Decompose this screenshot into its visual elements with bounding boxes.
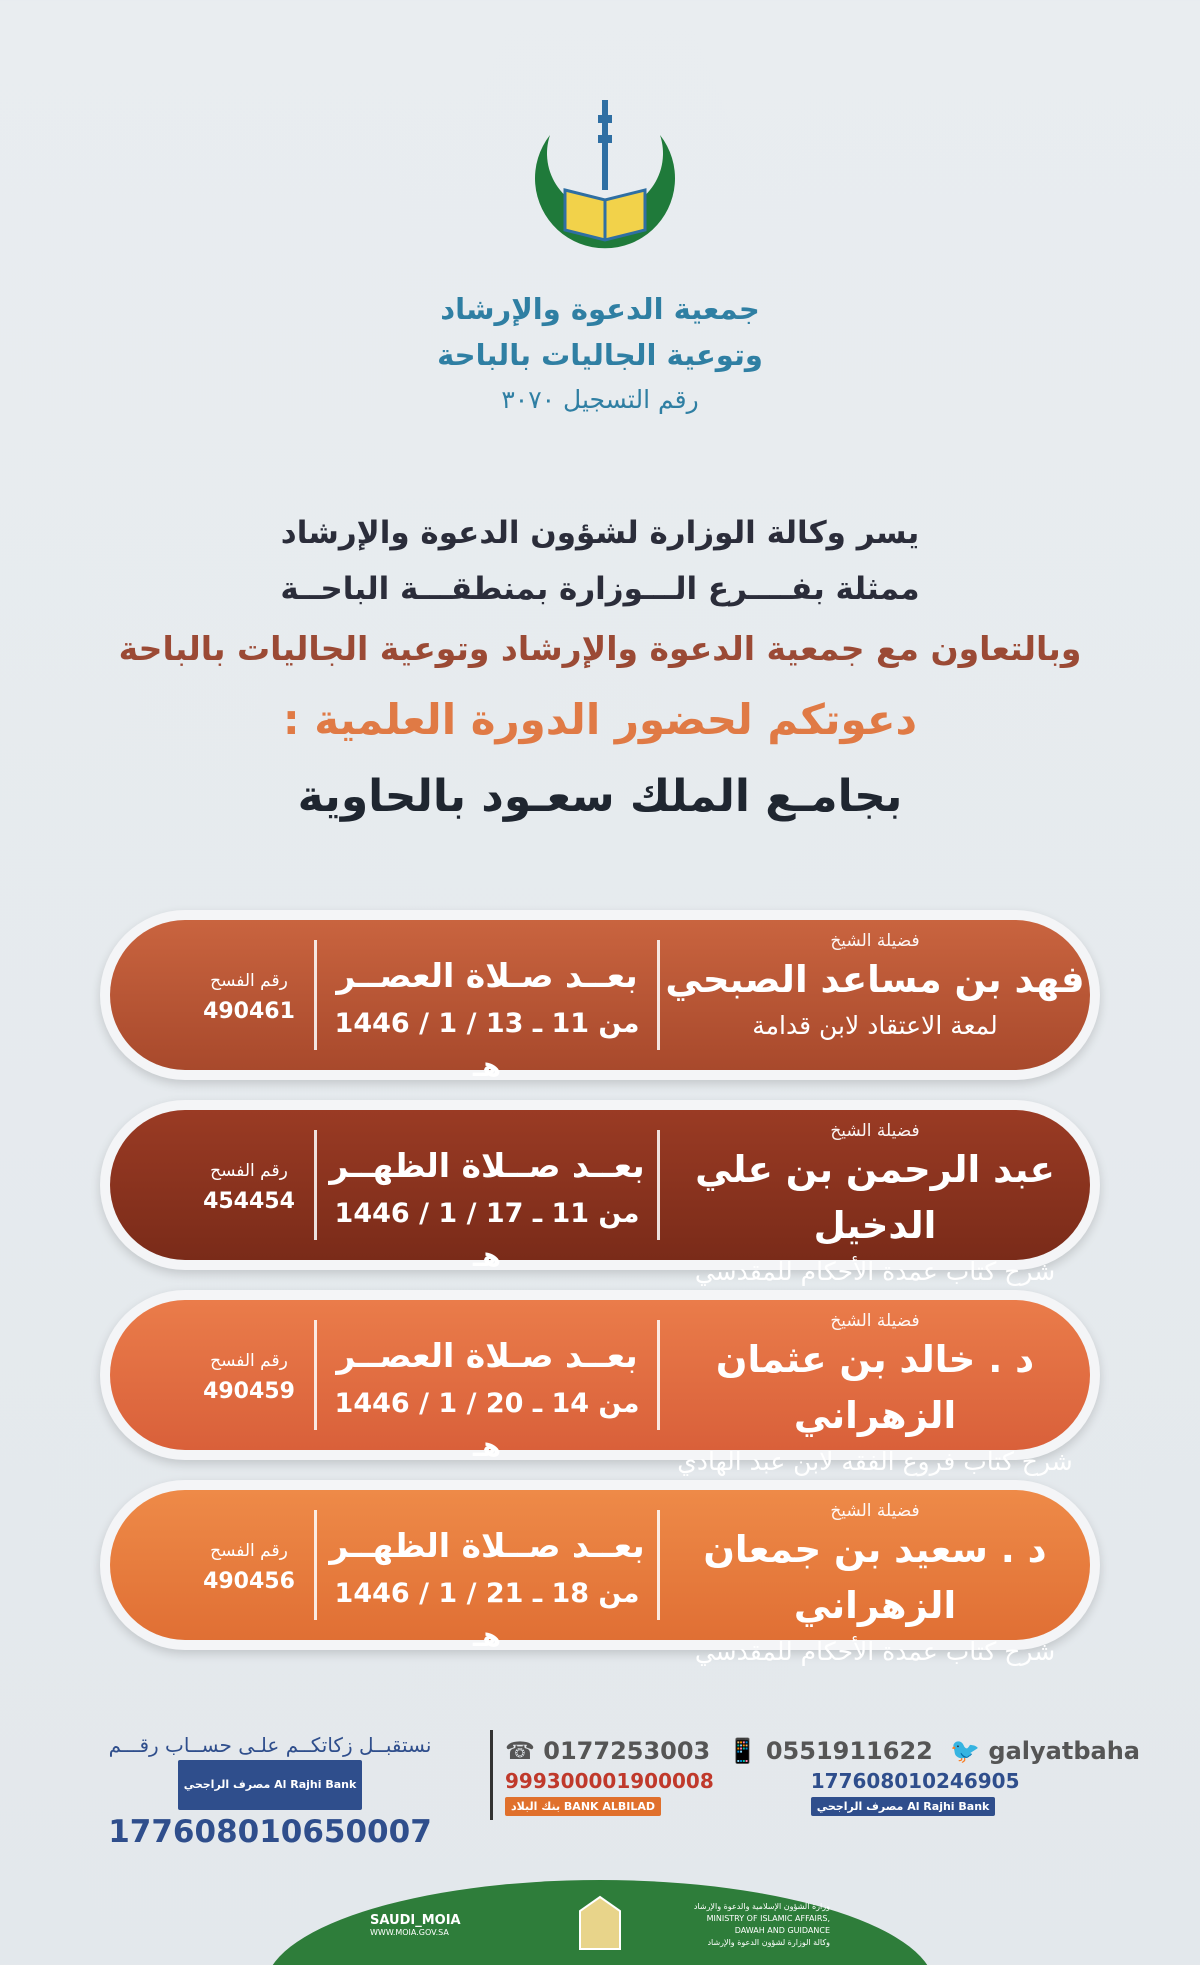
sheikh-name: فهد بن مساعد الصبحي [665,958,1085,1001]
card-divider [657,940,660,1050]
ministry-name-en: MINISTRY OF ISLAMIC AFFAIRS, DAWAH AND GUIDANCE [706,1914,830,1935]
association-header [0,286,1200,422]
permit-label: رقم الفسح [210,971,288,991]
albilad-account [505,1769,811,1817]
twitter-handle: galyatbaha [988,1737,1140,1765]
prayer-time: بعــد صــلاة الظهــر [329,1526,645,1565]
card-divider [314,1320,317,1430]
course-book: لمعة الاعتقاد لابن قدامة [752,1011,998,1040]
rajhi-account [811,1769,1140,1817]
prayer-time: بعــد صــلاة الظهــر [329,1146,645,1185]
card-divider [657,1510,660,1620]
course-card [100,1100,1100,1286]
phone-icon: ☎ [505,1737,535,1765]
rajhi-account-number: 177608010246905 [810,1769,1020,1793]
albilad-bank-logo-icon: بنك البلاد BANK ALBILAD [505,1797,661,1816]
association-name-line2: وتوعية الجاليات بالباحة [437,338,763,372]
intro-line-5: بجامـع الملك سعـود بالحاوية [297,771,903,822]
permit-number: 490456 [203,1569,295,1594]
card-divider [657,1130,660,1240]
sheikh-title: فضيلة الشيخ [830,1311,920,1331]
permit-info [184,1300,314,1450]
course-book: شرح كتاب عمدة الأحكام للمقدسي [694,1257,1056,1286]
prayer-time: بعــد صـلاة العصــر [336,956,638,995]
permit-number: 454454 [203,1189,295,1214]
ministry-emblem-icon [575,1895,625,1955]
sheikh-title: فضيلة الشيخ [830,1501,920,1521]
landline-contact [505,1737,710,1765]
permit-info [184,1490,314,1640]
ministry-bar-content [370,1895,830,1955]
zakat-account-number [60,1760,480,1854]
course-card [100,910,1100,1083]
sheikh-name: عبد الرحمن بن علي الدخيل [695,1148,1055,1247]
ministry-name-ar: وزارة الشؤون الإسلامية والدعوة والإرشاد [693,1902,830,1911]
course-time [317,920,657,1083]
sheikh-info [660,1110,1090,1286]
zakat-text: نستقبــل زكاتكــم علـى حســاب رقـــم [108,1733,432,1757]
sheikh-title: فضيلة الشيخ [830,931,920,951]
sheikh-info [660,920,1090,1070]
sheikh-name: د . سعيد بن جمعان الزهراني [703,1528,1047,1627]
registration-number: رقم التسجيل ٣٠٧٠ [501,385,699,414]
mobile-number: 0551911622 [765,1737,933,1765]
mobile-contact [728,1737,933,1765]
permit-label: رقم الفسح [210,1351,288,1371]
landline-number: 0177253003 [543,1737,711,1765]
zakat-account-block [60,1730,480,1854]
course-card [100,1290,1100,1476]
rajhi-bank-logo-icon: مصرف الراجحي Al Rajhi Bank [811,1797,996,1816]
intro-line-1: يسر وكالة الوزارة لشؤون الدعوة والإرشاد [280,515,920,551]
twitter-contact[interactable] [950,1737,1140,1765]
card-divider [314,1510,317,1620]
course-time [317,1300,657,1463]
sheikh-info [660,1300,1090,1476]
course-book: شرح كتاب عمدة الأحكام للمقدسي [694,1637,1056,1666]
card-divider [314,1130,317,1240]
sheikh-name: د . خالد بن عثمان الزهراني [715,1338,1035,1437]
prayer-time: بعــد صـلاة العصــر [336,1336,638,1375]
permit-info [184,920,314,1070]
intro-line-2: ممثلة بفــــرع الـــوزارة بمنطقـــة الباحــة [280,571,920,607]
course-list [100,910,1100,1670]
course-dates: من 11 ـ 13 / 1 / 1446 هـ [334,1008,640,1083]
sheikh-title: فضيلة الشيخ [830,1121,920,1141]
ministry-social-handle: SAUDI_MOIA [370,1913,461,1928]
intro-line-3: وبالتعاون مع جمعية الدعوة والإرشاد وتوعية الجاليات بالباحة [118,629,1082,668]
footer-divider [490,1730,493,1820]
course-dates: من 14 ـ 20 / 1 / 1446 هـ [334,1388,640,1463]
permit-number: 490459 [203,1379,295,1404]
permit-label: رقم الفسح [210,1541,288,1561]
course-time [317,1490,657,1653]
permit-number: 490461 [203,999,295,1024]
twitter-icon: 🐦 [950,1737,981,1765]
course-card [100,1480,1100,1666]
card-divider [314,940,317,1050]
mobile-icon: 📱 [727,1737,758,1765]
ministry-website: WWW.MOIA.GOV.SA [370,1928,449,1937]
contacts-block [505,1730,1140,1814]
zakat-account-value: 177608010650007 [108,1814,432,1850]
card-divider [657,1320,660,1430]
course-dates: من 11 ـ 17 / 1 / 1446 هـ [334,1198,640,1273]
permit-label: رقم الفسح [210,1161,288,1181]
sheikh-info [660,1490,1090,1666]
course-dates: من 18 ـ 21 / 1 / 1446 هـ [334,1578,640,1653]
intro-line-4: دعوتكم لحضور الدورة العلمية : [282,695,918,744]
invitation-text [100,505,1100,835]
association-name-line1: جمعية الدعوة والإرشاد [440,292,760,326]
ministry-name [680,1901,830,1949]
albilad-account-number: 999300001900008 [505,1769,714,1793]
course-time [317,1110,657,1273]
ministry-social[interactable] [370,1913,520,1937]
permit-info [184,1110,314,1260]
association-logo [520,95,690,285]
course-book: شرح كتاب فروع الفقه لابن عبد الهادي [677,1447,1073,1476]
rajhi-bank-logo-icon: مصرف الراجحي Al Rajhi Bank [178,1760,363,1810]
contact-footer [60,1730,1140,1850]
ministry-agency: وكالة الوزارة لشؤون الدعوة والإرشاد [707,1938,830,1947]
